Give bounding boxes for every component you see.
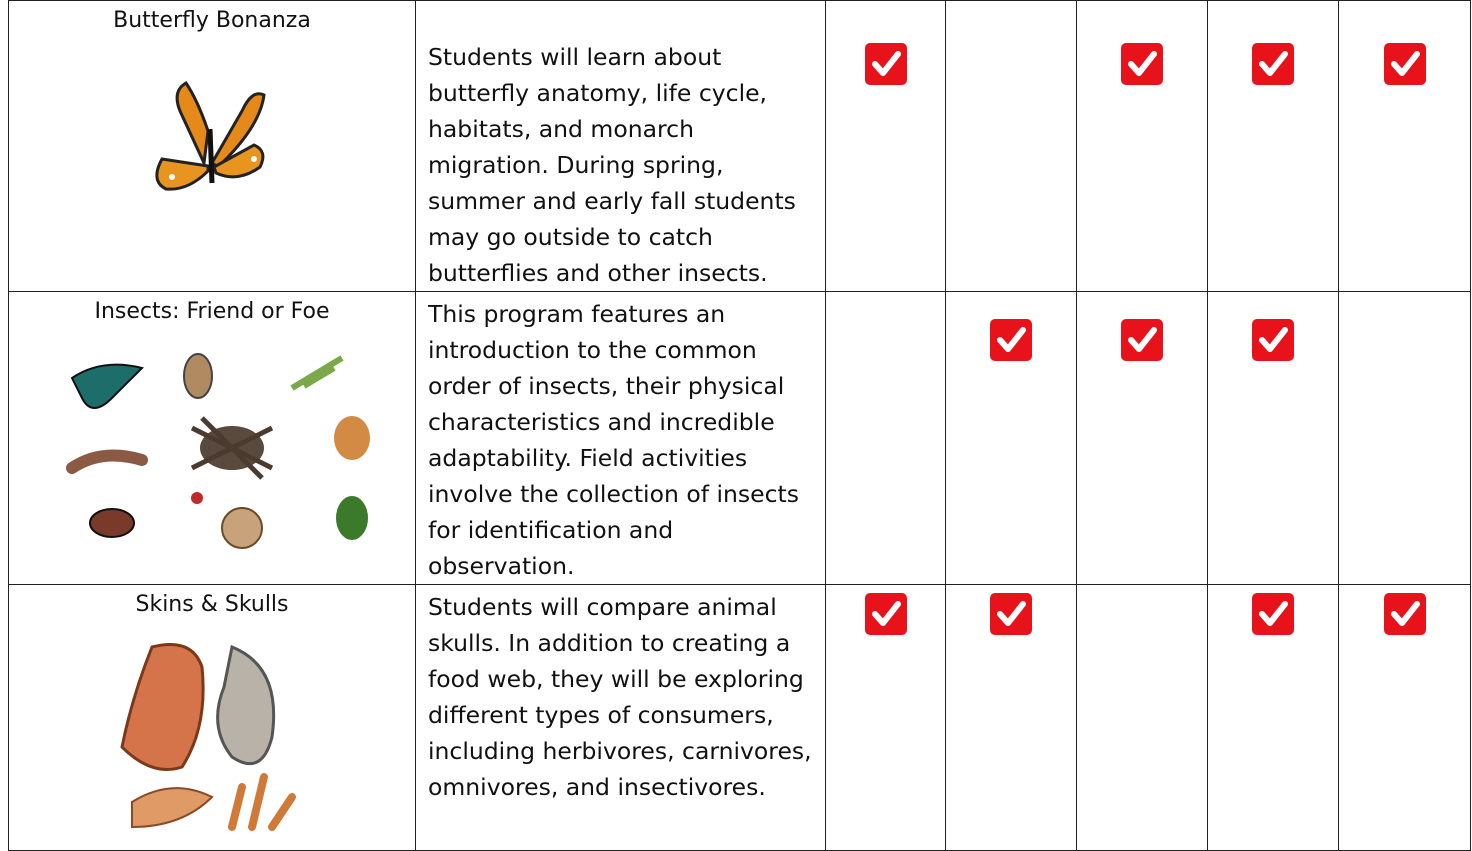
program-description: This program features an introduction to the common order of insects, their physical characteristics and incredible adaptability. Field activities involve the collection of insects for identification and observation.	[428, 300, 799, 580]
program-name-cell	[9, 585, 416, 851]
checkbox-checked-icon	[1121, 319, 1163, 361]
check-cell-1	[826, 585, 946, 851]
check-cell-2	[946, 585, 1077, 851]
program-description: Students will compare animal skulls. In addition to creating a food web, they will be exploring different types of consumers, including herbivores, carnivores, omnivores, and insectivores.	[428, 593, 812, 801]
monarch-butterfly-image	[142, 71, 282, 201]
checkbox-checked-icon	[1252, 319, 1294, 361]
check-cell-5	[1339, 292, 1471, 585]
program-title: Butterfly Bonanza	[113, 8, 311, 33]
checkbox-checked-icon	[990, 319, 1032, 361]
check-cell-3	[1077, 292, 1208, 585]
program-description-cell	[416, 1, 826, 292]
check-cell-2	[946, 1, 1077, 292]
program-description-cell	[416, 292, 826, 585]
checkbox-checked-icon	[1252, 43, 1294, 85]
checkbox-checked-icon	[990, 593, 1032, 635]
check-cell-5	[1339, 1, 1471, 292]
check-cell-3	[1077, 1, 1208, 292]
check-cell-4	[1208, 292, 1339, 585]
checkbox-checked-icon	[1384, 43, 1426, 85]
check-cell-3	[1077, 585, 1208, 851]
program-description: Students will learn about butterfly anatomy, life cycle, habitats, and monarch migration. During spring, summer and early fall students may go outside to catch butterflies and other insects.	[428, 43, 796, 287]
program-description-cell	[416, 585, 826, 851]
checkbox-checked-icon	[1121, 43, 1163, 85]
checkbox-checked-icon	[865, 593, 907, 635]
checkbox-checked-icon	[1252, 593, 1294, 635]
checkbox-checked-icon	[1384, 593, 1426, 635]
insects-collage-image	[42, 338, 382, 558]
check-cell-2	[946, 292, 1077, 585]
check-cell-4	[1208, 585, 1339, 851]
checkbox-checked-icon	[865, 43, 907, 85]
check-cell-1	[826, 292, 946, 585]
check-cell-4	[1208, 1, 1339, 292]
animal-skins-skulls-image	[112, 627, 312, 837]
program-name-cell	[9, 292, 416, 585]
check-cell-1	[826, 1, 946, 292]
table-row-insects-friend-or-foe	[9, 292, 1471, 585]
programs-table	[8, 0, 1471, 851]
table-row-butterfly-bonanza	[9, 1, 1471, 292]
program-title: Skins & Skulls	[135, 592, 289, 617]
program-title: Insects: Friend or Foe	[94, 299, 330, 324]
program-name-cell	[9, 1, 416, 292]
table-row-skins-and-skulls	[9, 585, 1471, 851]
check-cell-5	[1339, 585, 1471, 851]
